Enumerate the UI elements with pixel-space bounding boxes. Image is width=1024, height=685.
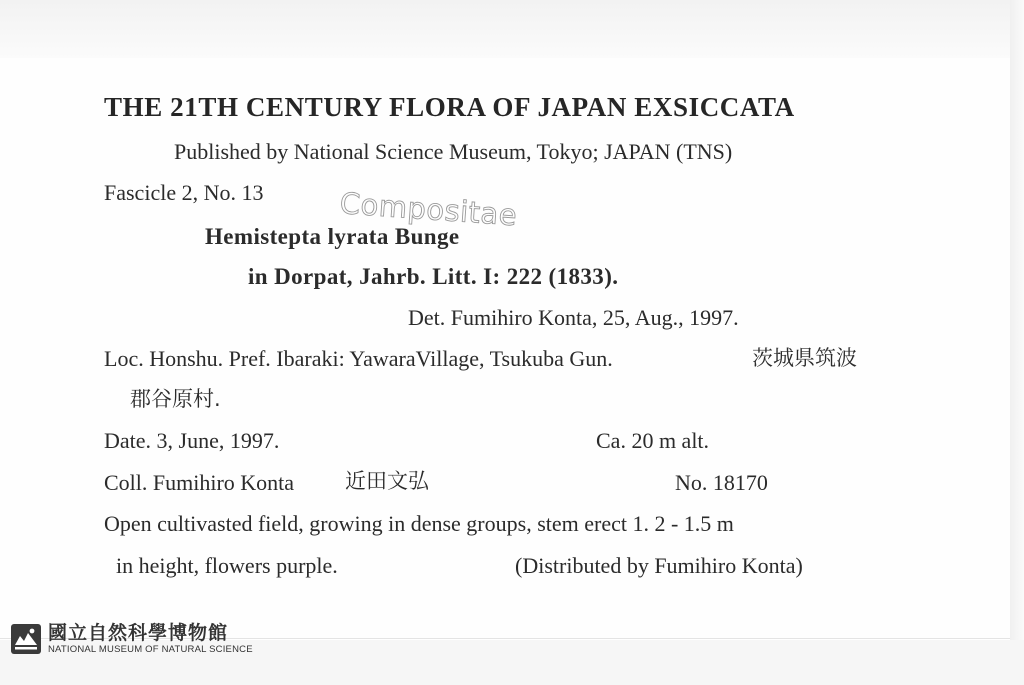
taxon-name: Hemistepta lyrata Bunge: [205, 224, 460, 249]
locality-japanese-line2: 郡谷原村.: [130, 387, 221, 411]
museum-name-chinese: 國立自然科學博物館: [48, 622, 229, 644]
habitat-line-1: Open cultivasted field, growing in dense groups, stem erect 1. 2 - 1.5 m: [104, 511, 734, 536]
museum-emblem-icon: [10, 623, 42, 655]
scan-right-edge: [1010, 0, 1024, 685]
altitude: Ca. 20 m alt.: [596, 428, 710, 453]
locality-japanese-line1: 茨城県筑波: [752, 346, 857, 370]
collector-english: Coll. Fumihiro Konta: [104, 470, 295, 495]
museum-name-block: [48, 623, 253, 655]
publisher-line: Published by National Science Museum, Tokyo; JAPAN (TNS): [174, 139, 733, 164]
scan-top-shadow: [0, 0, 1024, 58]
handwritten-family-annotation: Compositae: [338, 186, 519, 233]
distributed-by: (Distributed by Fumihiro Konta): [515, 553, 803, 578]
determination: Det. Fumihiro Konta, 25, Aug., 1997.: [408, 305, 739, 330]
museum-watermark: [10, 623, 253, 655]
fascicle-number: Fascicle 2, No. 13: [104, 180, 264, 205]
habitat-line-2: in height, flowers purple.: [116, 553, 338, 578]
museum-name-english: NATIONAL MUSEUM OF NATURAL SCIENCE: [48, 643, 253, 655]
label-title: THE 21TH CENTURY FLORA OF JAPAN EXSICCATA: [104, 92, 795, 122]
locality-english: Loc. Honshu. Pref. Ibaraki: YawaraVillage, Tsukuba Gun.: [104, 346, 613, 371]
collection-number: No. 18170: [675, 470, 768, 495]
collection-date: Date. 3, June, 1997.: [104, 428, 280, 453]
taxon-citation: in Dorpat, Jahrb. Litt. I: 222 (1833).: [248, 264, 619, 289]
collector-japanese: 近田文弘: [345, 469, 429, 493]
